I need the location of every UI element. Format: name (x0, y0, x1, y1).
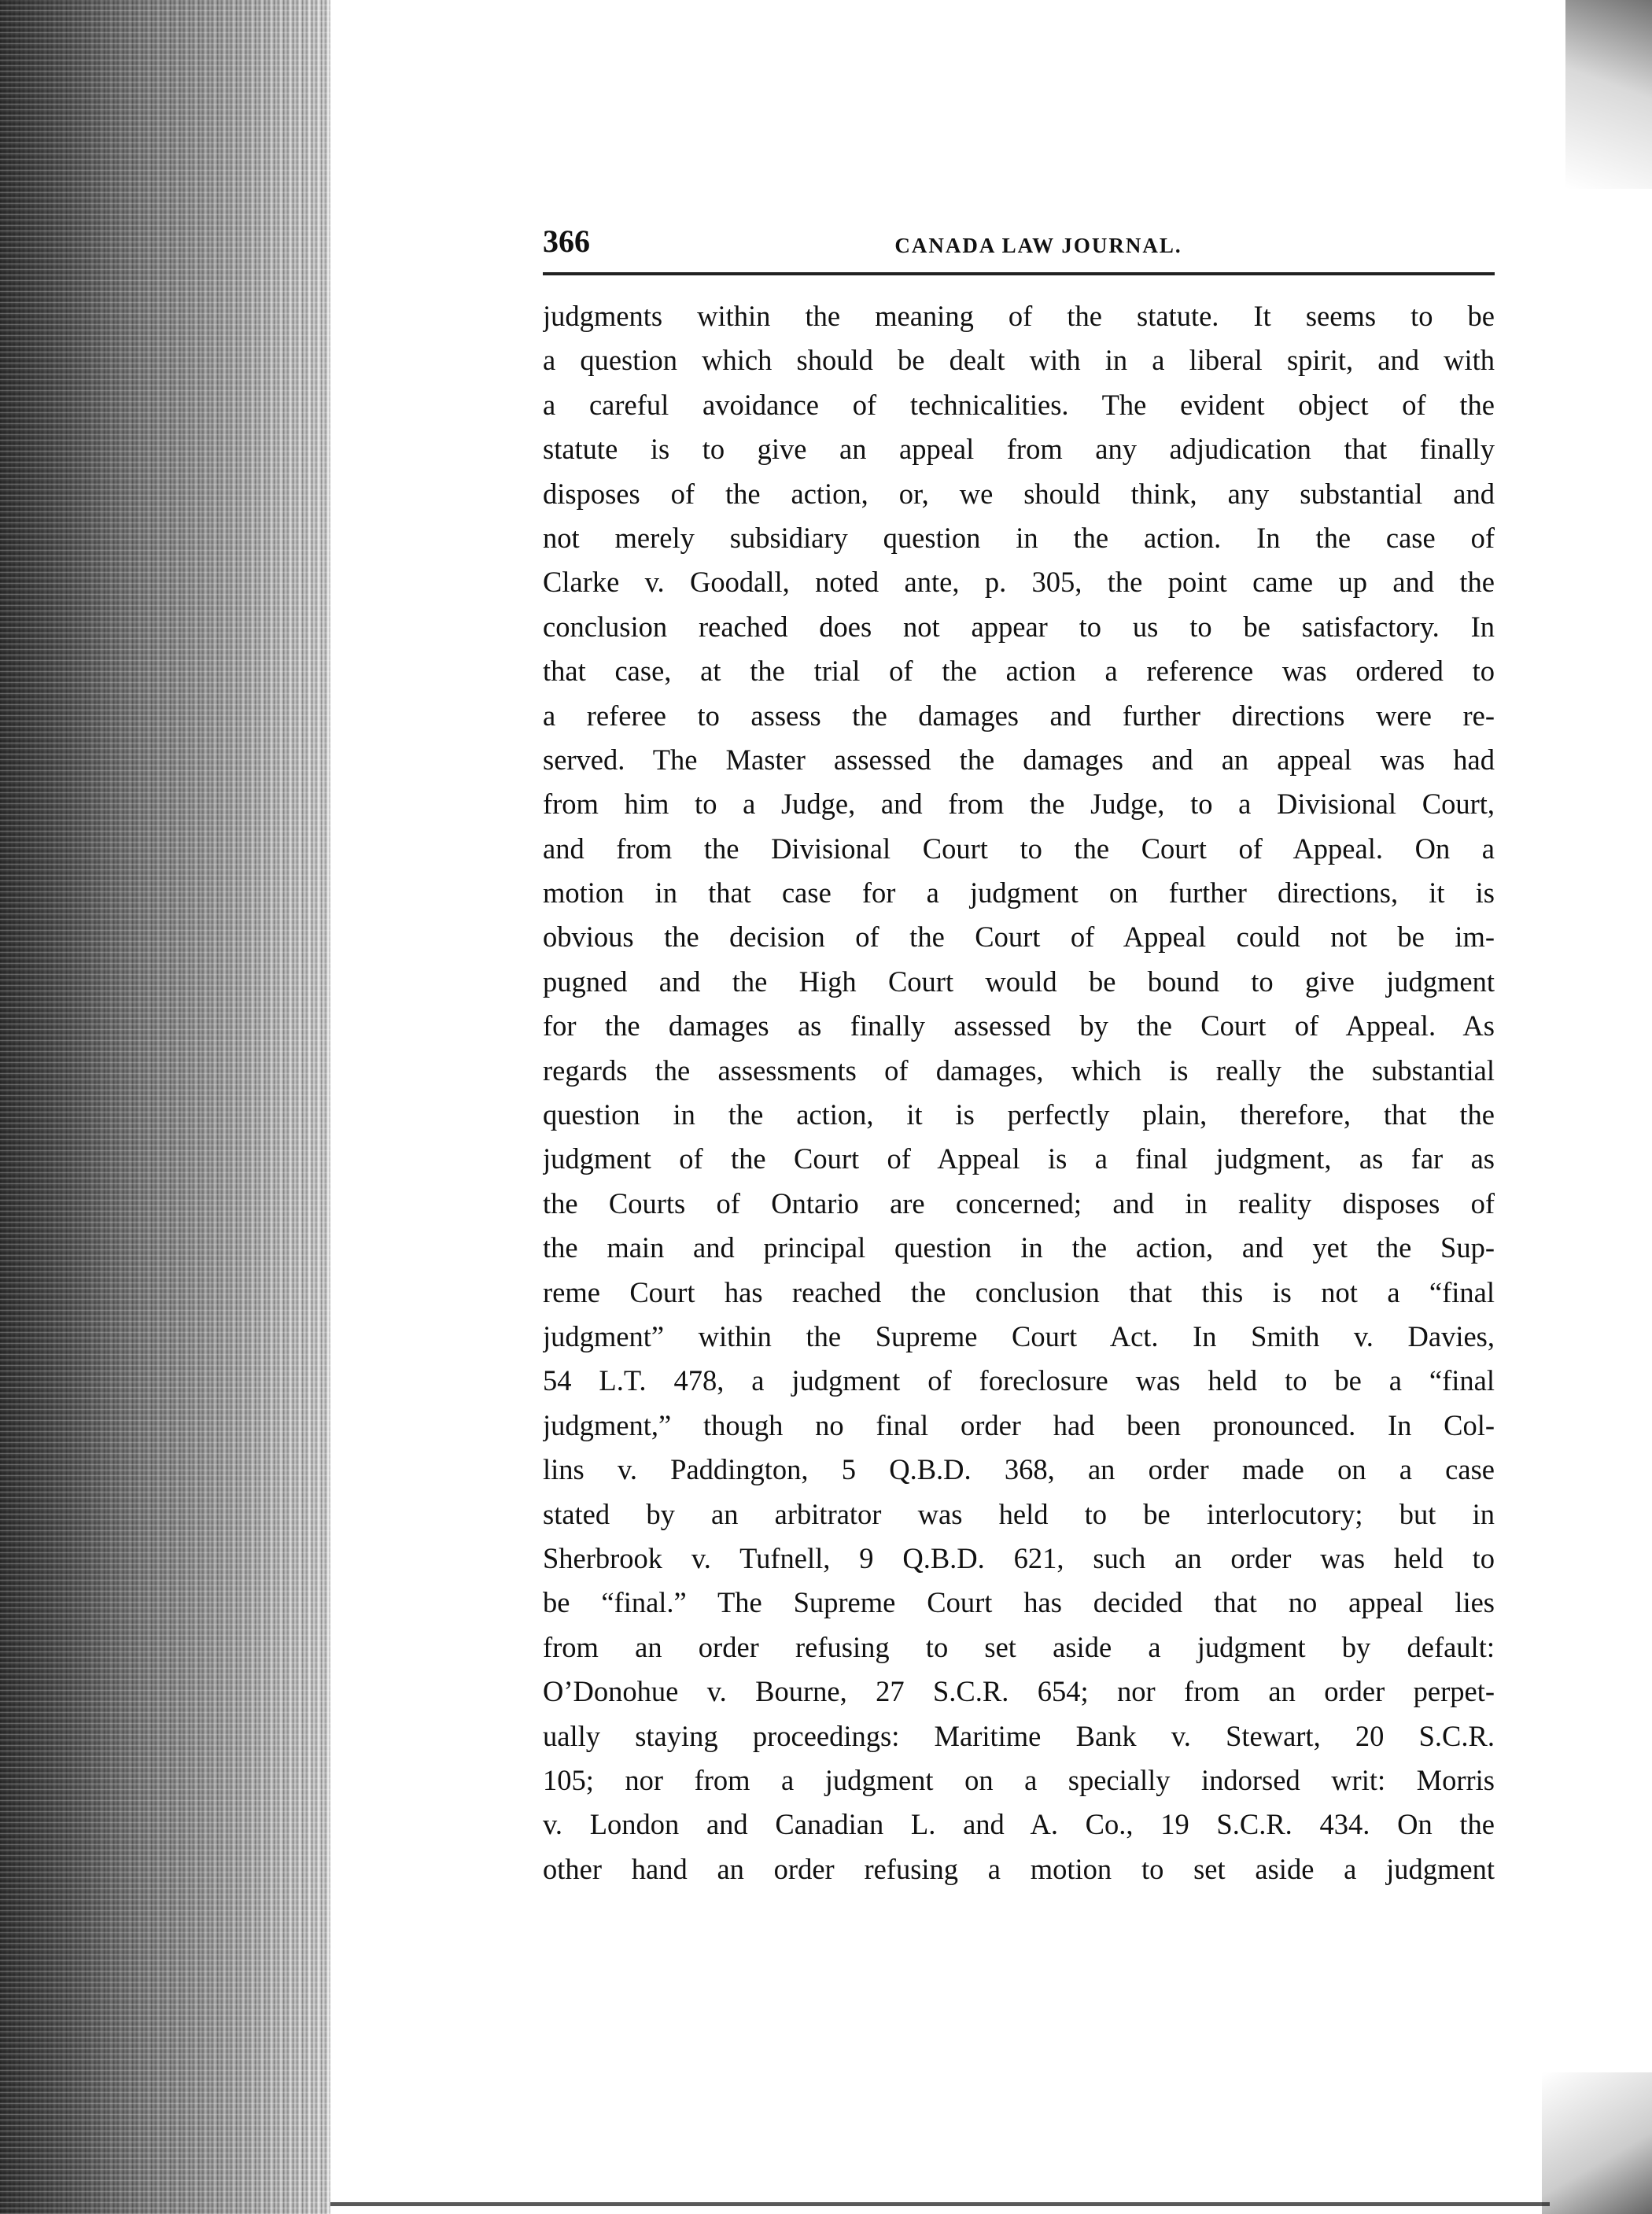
text-line: judgments within the meaning of the statute. It seems to be (543, 300, 1495, 332)
text-line: judgment of the Court of Appeal is a final judgment, as far as (543, 1142, 1495, 1175)
text-line: O’Donohue v. Bourne, 27 S.C.R. 654; nor from an order perpet- (543, 1675, 1495, 1708)
text-line: obvious the decision of the Court of Appeal could not be im- (543, 921, 1495, 954)
text-line: 105; nor from a judgment on a specially indorsed writ: Morris (543, 1763, 1495, 1796)
text-line: Sherbrook v. Tufnell, 9 Q.B.D. 621, such an order was held to (543, 1541, 1495, 1574)
scan-corner-shadow-top (1565, 0, 1652, 189)
text-line: the Courts of Ontario are concerned; and in reality disposes of (543, 1186, 1495, 1220)
text-line: for the damages as finally assessed by the Court of Appeal. As (543, 1009, 1495, 1042)
text-line: disposes of the action, or, we should think, any substantial and (543, 477, 1495, 510)
text-line: from an order refusing to set aside a judgment by default: (543, 1630, 1495, 1663)
text-line: question in the action, it is perfectly plain, therefore, that the (543, 1098, 1495, 1131)
text-line: stated by an arbitrator was held to be interlocutory; but in (543, 1497, 1495, 1530)
text-line: Clarke v. Goodall, noted ante, p. 305, the point came up and the (543, 566, 1495, 599)
text-line: be “final.” The Supreme Court has decided that no appeal lies (543, 1586, 1495, 1619)
header-rule (543, 272, 1495, 275)
text-line: judgment,” though no final order had been pronounced. In Col- (543, 1408, 1495, 1441)
text-line: lins v. Paddington, 5 Q.B.D. 368, an order made on a case (543, 1453, 1495, 1486)
scan-corner-shadow-bottom (1542, 2072, 1652, 2214)
text-line: the main and principal question in the action, and yet the Sup- (543, 1231, 1495, 1264)
page-number: 366 (543, 223, 590, 259)
text-line: not merely subsidiary question in the action. In the case of (543, 521, 1495, 554)
journal-title: CANADA LAW JOURNAL. (894, 234, 1182, 257)
text-line: other hand an order refusing a motion to set aside a judgment (543, 1852, 1495, 1885)
scan-bottom-edge (330, 2202, 1550, 2206)
text-line: motion in that case for a judgment on further directions, it is (543, 876, 1495, 910)
text-line: ually staying proceedings: Maritime Bank v. Stewart, 20 S.C.R. (543, 1719, 1495, 1752)
text-line: v. London and Canadian L. and A. Co., 19 S.C.R. 434. On the (543, 1808, 1495, 1841)
text-line: pugned and the High Court would be bound to give judgment (543, 965, 1495, 998)
text-line: a question which should be dealt with in a liberal spirit, and with (543, 344, 1495, 377)
text-line: and from the Divisional Court to the Court of Appeal. On a (543, 832, 1495, 865)
text-line: served. The Master assessed the damages and an appeal was had (543, 743, 1495, 776)
text-line: statute is to give an appeal from any adjudication that finally (543, 433, 1495, 466)
scan-gutter-noise (0, 0, 330, 2214)
body-text (543, 294, 1495, 1891)
text-line: conclusion reached does not appear to us to be satisfactory. In (543, 610, 1495, 643)
text-line: from him to a Judge, and from the Judge, to a Divisional Court, (543, 788, 1495, 821)
text-line: 54 L.T. 478, a judgment of foreclosure was held to be a “final (543, 1364, 1495, 1397)
text-line: a careful avoidance of technicalities. The evident object of the (543, 388, 1495, 421)
text-line: reme Court has reached the conclusion that this is not a “final (543, 1275, 1495, 1308)
text-line: judgment” within the Supreme Court Act. In Smith v. Davies, (543, 1319, 1495, 1352)
document-page (543, 212, 1503, 1891)
running-head (543, 212, 1503, 268)
text-line: regards the assessments of damages, which is really the substantial (543, 1053, 1495, 1087)
text-line: a referee to assess the damages and further directions were re- (543, 699, 1495, 732)
text-line: that case, at the trial of the action a reference was ordered to (543, 655, 1495, 688)
